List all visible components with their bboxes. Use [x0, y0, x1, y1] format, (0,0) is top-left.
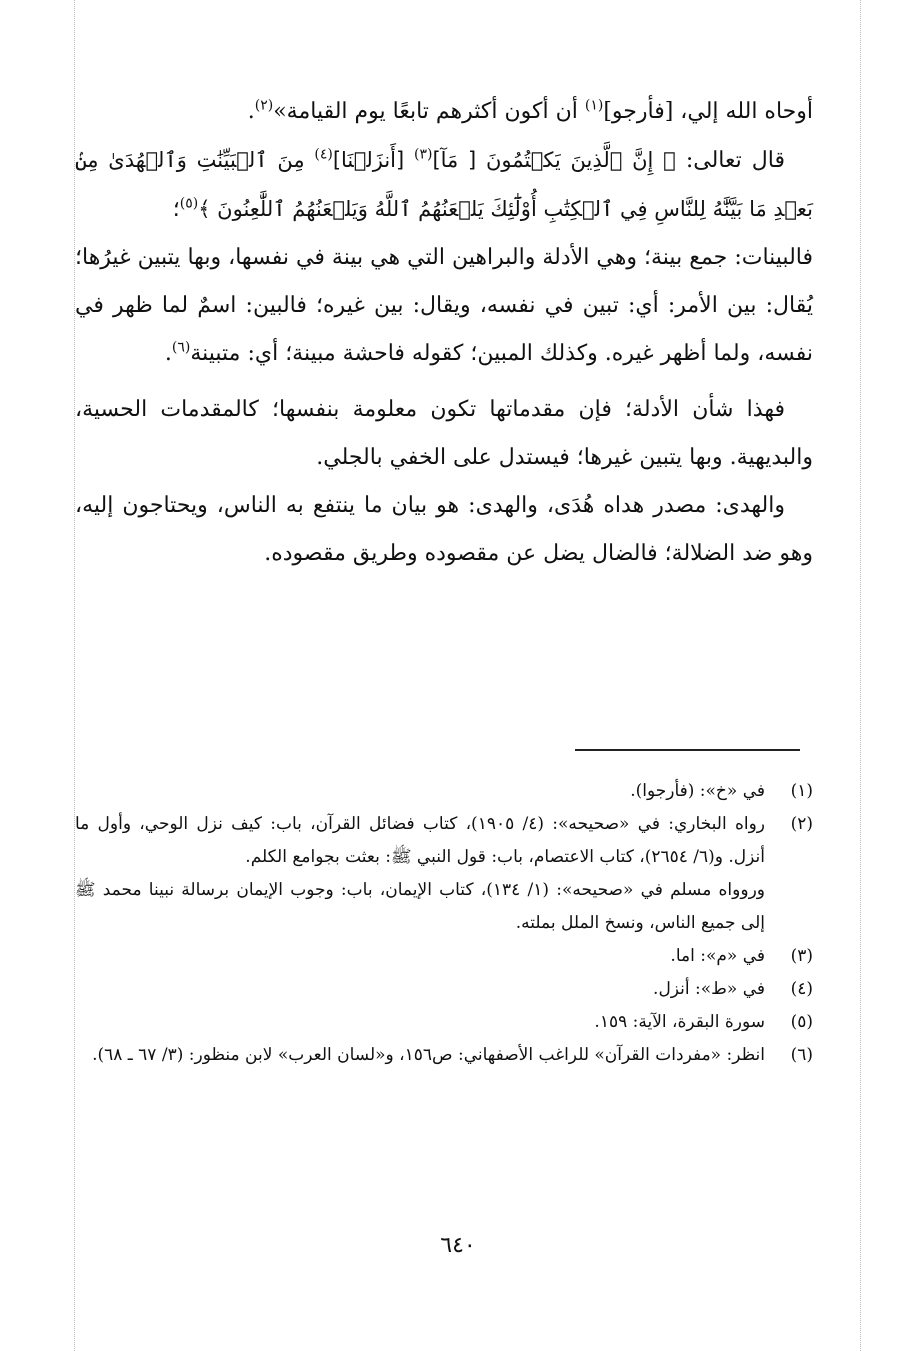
- p1-end: .: [247, 99, 255, 124]
- footnote-2-continued: [75, 874, 813, 940]
- footnote-3: [75, 940, 813, 973]
- footnote-ref-4: (٤): [314, 146, 333, 163]
- footnote-ref-2: (٢): [254, 97, 274, 114]
- paragraph-5: والهدى: مصدر هداه هُدَى، والهدى: هو بيان ما ينتفع به الناس، ويحتاجون إليه، وهو ضد الضلالة؛ فالضال يضل عن مقصوده وطريق مقصوده.: [75, 493, 813, 566]
- footnote-text: سورة البقرة، الآية: ١٥٩.: [594, 1012, 765, 1032]
- footnote-ref-6: (٦): [171, 339, 191, 356]
- footnote-separator: [575, 749, 800, 751]
- ayah-rest: مِنَ ٱلۡبَيِّنَٰتِ وَٱلۡهُدَىٰ مِنۢ بَعۡدِ مَا بَيَّنَّٰهُ لِلنَّاسِ فِي ٱلۡكِتَٰبِ أُوْلَٰٓئِكَ يَلۡعَنُهُمُ ٱللَّهُ وَيَلۡعَنُهُمُ ٱللَّٰعِنُونَ ﴾: [75, 148, 813, 221]
- paragraph-1: [75, 88, 813, 136]
- footnote-text: في «م»: اما.: [670, 946, 765, 966]
- p3-text: فالبينات: جمع بينة؛ وهي الأدلة والبراهين التي هي بينة في نفسها، وبها يتبين غيرُها؛ يُقال: بين الأمر: أي: تبين في نفسه، ويقال: بين غيره؛ فالبين: اسمٌ لما ظهر في نفسه، ولما أظهر غيره. وكذلك المبين؛ كقوله فاحشة مبينة؛ أي: متبينة: [75, 245, 813, 366]
- footnote-text: رواه البخاري: في «صحيحه»: (٤/ ١٩٠٥)، كتاب فضائل القرآن، باب: كيف نزل الوحي، وأول ما أنزل. و(٦/ ٢٦٥٤)، كتاب الاعتصام، باب: قول النبي ﷺ: بعثت بجوامع الكلم.: [75, 814, 765, 867]
- footnote-number: (٢): [790, 814, 813, 834]
- ayah-open: ﴿ إِنَّ ٱلَّذِينَ يَكۡتُمُونَ [ مَآ]: [432, 148, 676, 172]
- page-number: ٦٤٠: [440, 1233, 476, 1258]
- ayah-mid: [أَنزَلۡنَا]: [332, 148, 414, 172]
- footnote-text: انظر: «مفردات القرآن» للراغب الأصفهاني: ص١٥٦، و«لسان العرب» لابن منظور: (٣/ ٦٧ ـ ٦٨).: [92, 1045, 765, 1065]
- paragraph-4: فهذا شأن الأدلة؛ فإن مقدماتها تكون معلومة بنفسها؛ كالمقدمات الحسية، والبديهية. وبها يتبين غيرها؛ فيستدل على الخفي بالجلي.: [75, 397, 813, 470]
- right-margin-dots: [860, 0, 861, 1351]
- footnote-6: [75, 1039, 813, 1072]
- footnote-2: [75, 808, 813, 874]
- footnote-number: (٣): [790, 946, 813, 966]
- footnote-ref-1: (١): [584, 97, 604, 114]
- footnote-text: في «خ»: (فأرجوا).: [630, 781, 765, 801]
- p1-mid: أن أكون أكثرهم تابعًا يوم القيامة»: [273, 99, 585, 124]
- p3-end: .: [164, 341, 172, 366]
- paragraph-3: [75, 234, 813, 378]
- footnote-text: وروواه مسلم في «صحيحه»: (١/ ١٣٤)، كتاب الإيمان، باب: وجوب الإيمان برسالة نبينا محمد ﷺ إلى جميع الناس، ونسخ الملل بملته.: [75, 880, 765, 933]
- footnote-text: في «ط»: أنزل.: [653, 979, 765, 999]
- footnote-5: [75, 1006, 813, 1039]
- footnote-1: [75, 775, 813, 808]
- p2-end: ؛: [172, 197, 180, 222]
- footnote-4: [75, 973, 813, 1006]
- footnote-number: (٥): [790, 1012, 813, 1032]
- footnote-number: (١): [790, 781, 813, 801]
- p2-intro: قال تعالى:: [675, 148, 785, 173]
- footnote-ref-5: (٥): [179, 195, 199, 212]
- footnote-number: (٦): [790, 1045, 813, 1065]
- footnote-number: (٤): [790, 979, 813, 999]
- main-text: [75, 88, 813, 578]
- footnotes: [75, 775, 813, 1072]
- p1-before: أوحاه الله إلي، [فأرجو]: [603, 99, 813, 124]
- footnote-ref-3: (٣): [413, 146, 433, 163]
- paragraph-2-ayah: [75, 136, 813, 234]
